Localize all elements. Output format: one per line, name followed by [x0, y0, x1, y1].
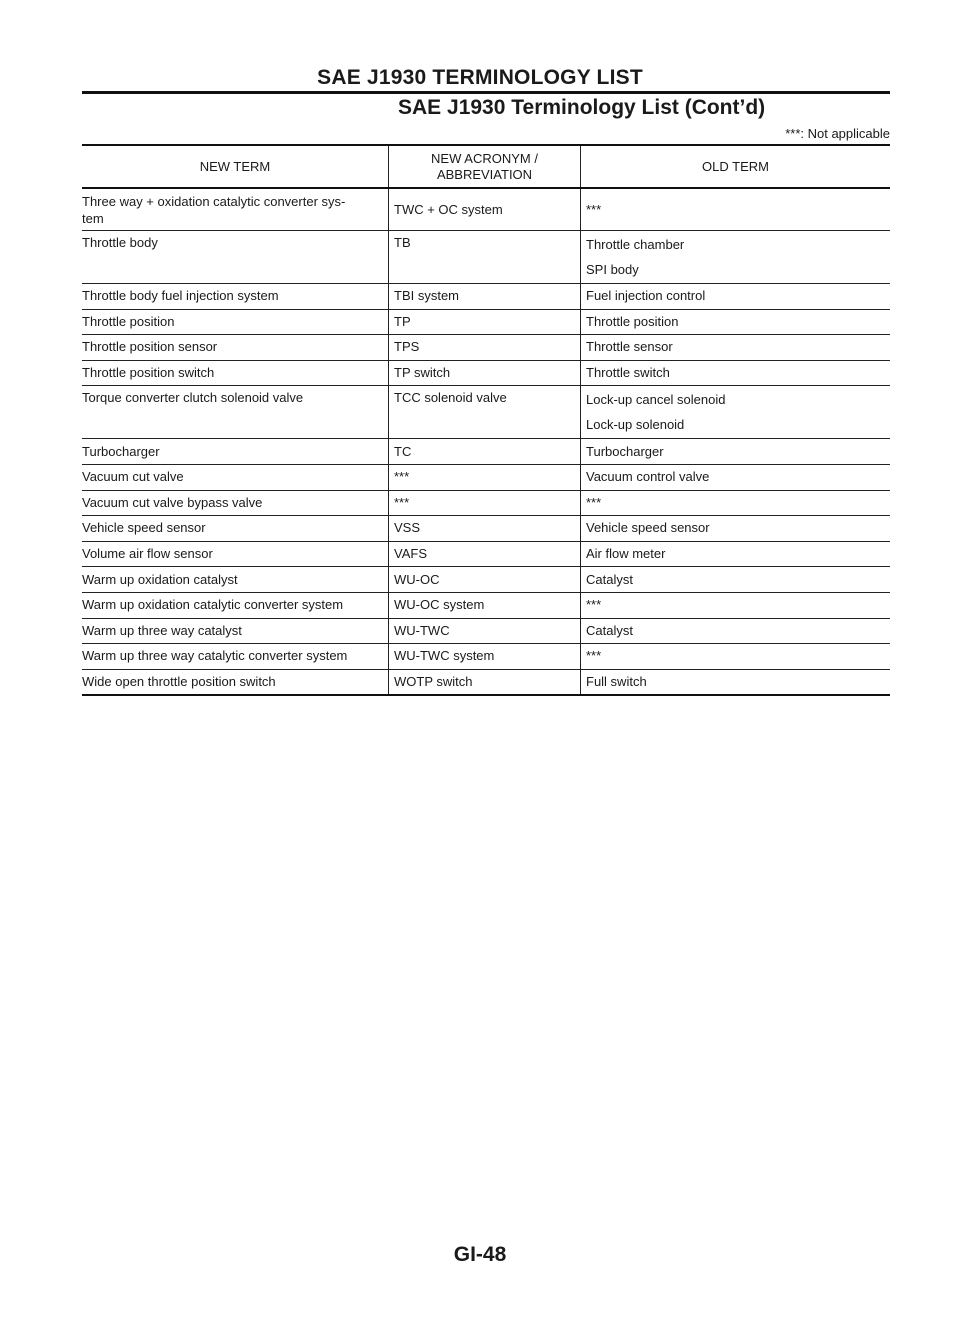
old-term-cell: Catalyst — [580, 567, 890, 592]
new-term-cell: Warm up oxidation catalyst — [82, 571, 238, 587]
table-row — [82, 231, 890, 284]
table-row — [82, 465, 890, 491]
acronym-cell: TC — [388, 439, 580, 464]
table-row — [82, 361, 890, 387]
new-term-cell: Throttle position — [82, 313, 175, 329]
old-term-text-2: SPI body — [586, 262, 639, 277]
acronym-cell: TP switch — [388, 361, 580, 386]
new-term-cell: Vacuum cut valve bypass valve — [82, 494, 263, 510]
old-term-text: Lock-up cancel solenoid — [586, 392, 726, 408]
old-term-cell: *** — [580, 491, 890, 516]
old-term-cell: Air flow meter — [580, 542, 890, 567]
old-term-cell: *** — [580, 593, 890, 618]
old-term-cell: Throttle position — [580, 310, 890, 335]
old-term-cell — [580, 231, 890, 283]
new-term-cell — [82, 189, 388, 230]
terminology-table — [82, 144, 890, 696]
table-row — [82, 593, 890, 619]
table-row — [82, 516, 890, 542]
table-row — [82, 542, 890, 568]
table-row — [82, 284, 890, 310]
acronym-cell: *** — [388, 465, 580, 490]
new-term-cell: Wide open throttle position switch — [82, 674, 276, 690]
table-row — [82, 439, 890, 465]
new-term-cell: Warm up three way catalytic converter system — [82, 648, 348, 664]
acronym-cell: WU-TWC — [388, 619, 580, 644]
header-acronym — [388, 146, 580, 187]
old-term-cell: Throttle switch — [580, 361, 890, 386]
table-row — [82, 386, 890, 439]
new-term-cell: Volume air flow sensor — [82, 546, 213, 562]
new-term-cell: Vacuum cut valve — [82, 469, 184, 485]
old-term-cell: Turbocharger — [580, 439, 890, 464]
header-acronym-line2: ABBREVIATION — [436, 166, 533, 182]
table-row — [82, 335, 890, 361]
old-term-text: Throttle chamber — [586, 237, 685, 252]
new-term-text: Three way + oxidation catalytic converter sys- — [82, 193, 346, 209]
header-acronym-line1: NEW ACRONYM / — [431, 150, 538, 166]
acronym-cell: VAFS — [388, 542, 580, 567]
table-row — [82, 670, 890, 697]
old-term-cell: *** — [580, 189, 890, 230]
table-row — [82, 619, 890, 645]
acronym-cell: TB — [388, 231, 580, 283]
acronym-cell: TP — [388, 310, 580, 335]
table-row — [82, 310, 890, 336]
old-term-cell: Catalyst — [580, 619, 890, 644]
header-old-term: OLD TERM — [580, 146, 890, 187]
title-rule — [82, 91, 890, 94]
old-term-cell: *** — [580, 644, 890, 669]
table-header-row — [82, 144, 890, 189]
header-new-term: NEW TERM — [199, 158, 271, 174]
not-applicable-note: ***: Not applicable — [785, 126, 890, 141]
new-term-cell: Warm up oxidation catalytic converter system — [82, 597, 344, 613]
table-row — [82, 491, 890, 517]
new-term-cell: Torque converter clutch solenoid valve — [82, 390, 304, 406]
acronym-cell: WU-TWC system — [388, 644, 580, 669]
old-term-cell: Vacuum control valve — [580, 465, 890, 490]
new-term-cell: Throttle position sensor — [82, 339, 218, 355]
old-term-text-2: Lock-up solenoid — [586, 417, 685, 433]
old-term-cell: Full switch — [580, 670, 890, 695]
new-term-cell: Vehicle speed sensor — [82, 520, 206, 536]
table-row — [82, 189, 890, 231]
old-term-cell: Throttle sensor — [580, 335, 890, 360]
acronym-cell: TCC solenoid valve — [388, 386, 580, 438]
new-term-cell: Throttle position switch — [82, 365, 215, 381]
acronym-cell: VSS — [388, 516, 580, 541]
old-term-cell — [580, 386, 890, 438]
table-row — [82, 567, 890, 593]
new-term-cell: Throttle body — [82, 235, 158, 250]
acronym-cell: WU-OC system — [388, 593, 580, 618]
acronym-cell: *** — [388, 491, 580, 516]
acronym-cell: WU-OC — [388, 567, 580, 592]
acronym-cell: TWC + OC system — [388, 189, 580, 230]
old-term-cell: Fuel injection control — [580, 284, 890, 309]
new-term-text-cont: tem — [82, 210, 104, 226]
new-term-cell: Throttle body fuel injection system — [82, 288, 279, 304]
acronym-cell: TPS — [388, 335, 580, 360]
page-number: GI-48 — [453, 1243, 507, 1266]
acronym-cell: WOTP switch — [388, 670, 580, 695]
old-term-cell: Vehicle speed sensor — [580, 516, 890, 541]
acronym-cell: TBI system — [388, 284, 580, 309]
main-title: SAE J1930 TERMINOLOGY LIST — [317, 66, 643, 89]
section-title: SAE J1930 Terminology List (Cont’d) — [398, 96, 766, 119]
table-row — [82, 644, 890, 670]
new-term-cell: Turbocharger — [82, 443, 160, 459]
new-term-cell: Warm up three way catalyst — [82, 622, 242, 638]
